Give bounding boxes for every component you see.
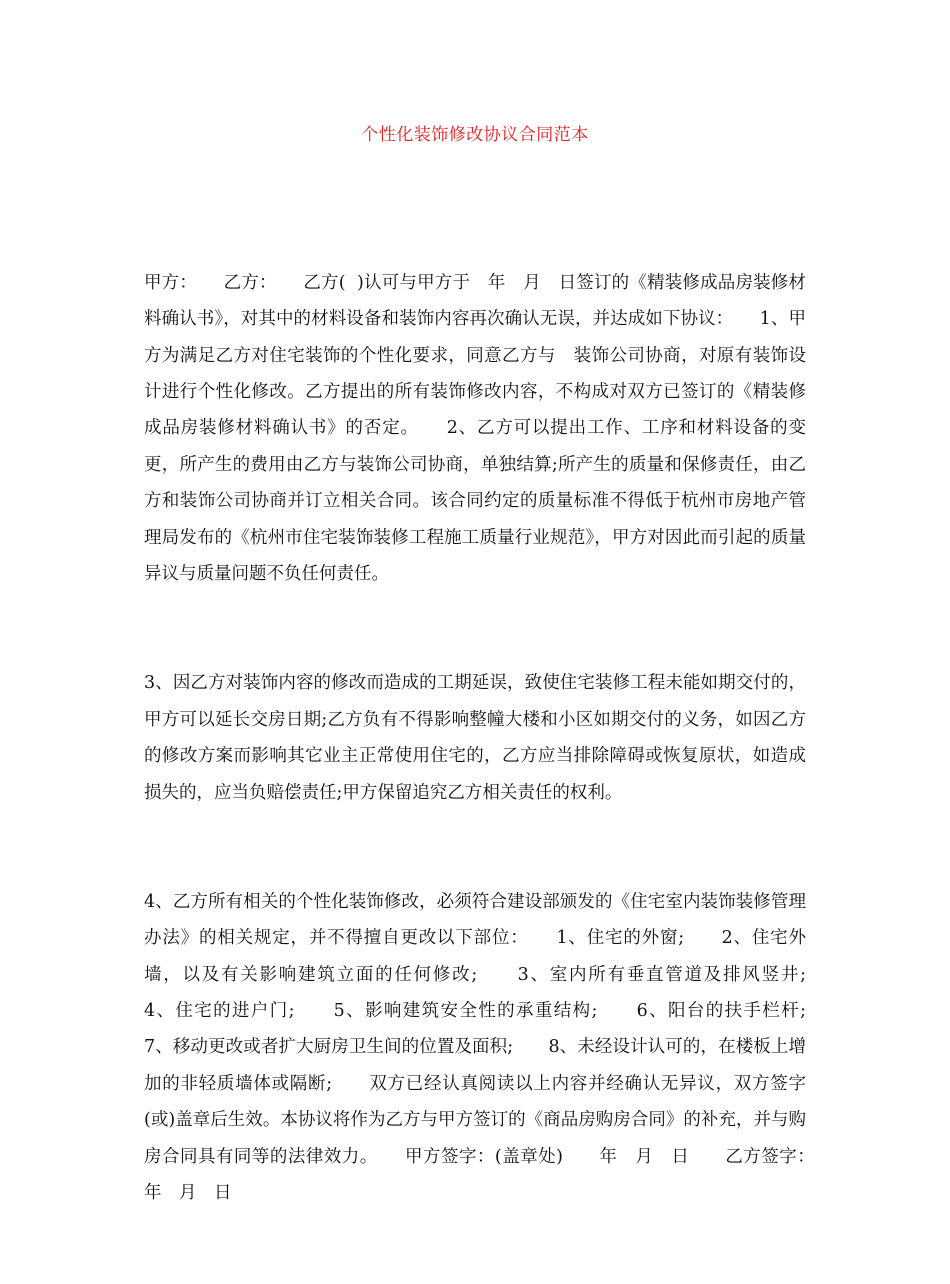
paragraph-parties-and-clauses-1-2: 甲方： 乙方： 乙方( )认可与甲方于 年 月 日签订的《精装修成品房装修材料确认书》，对其中的材料设备和装饰内容再次确认无误，并达成如下协议： 1、甲方为满足乙方对住宅装饰的个性化要求，同意乙方与 装饰公司协商，对原有装饰设计进行个性化修改。乙方提出的所有装饰修改内容，不构成对双方已签订的《精装修成品房装修材料确认书》的否定。 2、乙方可以提出工作、工序和材料设备的变更，所产生的费用由乙方与装饰公司协商，单独结算;所产生的质量和保修责任，由乙方和装饰公司协商并订立相关合同。该合同约定的质量标准不得低于杭州市房地产管理局发布的《杭州市住宅装饰装修工程施工质量行业规范》，甲方对因此而引起的质量异议与质量问题不负任何责任。 bbox=[144, 272, 806, 585]
document-body bbox=[144, 192, 841, 1284]
document-title: 个性化装饰修改协议合同范本 bbox=[361, 125, 589, 145]
paragraph-clause-4-and-signatures: 4、乙方所有相关的个性化装饰修改，必须符合建设部颁发的《住宅室内装饰装修管理办法》的相关规定，并不得擅自更改以下部位： 1、住宅的外窗; 2、住宅外墙，以及有关影响建筑立面的任何修改; 3、室内所有垂直管道及排风竖井; 4、住宅的进户门; 5、影响建筑安全性的承重结构; 6、阳台的扶手栏杆; 7、移动更改或者扩大厨房卫生间的位置及面积; 8、未经设计认可的，在楼板上增加的非轻质墙体或隔断; 双方已经认真阅读以上内容并经确认无异议，双方签字(或)盖章后生效。本协议将作为乙方与甲方签订的《商品房购房合同》的补充，并与购房合同具有同等的法律效力。 甲方签字：(盖章处) 年 月 日 乙方签字： 年 月 日 bbox=[144, 891, 841, 1203]
paragraph-clause-3: 3、因乙方对装饰内容的修改而造成的工期延误，致使住宅装修工程未能如期交付的，甲方可以延长交房日期;乙方负有不得影响整幢大楼和小区如期交付的义务，如因乙方的修改方案而影响其它业主正常使用住宅的，乙方应当排除障碍或恢复原状，如造成损失的，应当负赔偿责任;甲方保留追究乙方相关责任的权利。 bbox=[144, 673, 806, 803]
